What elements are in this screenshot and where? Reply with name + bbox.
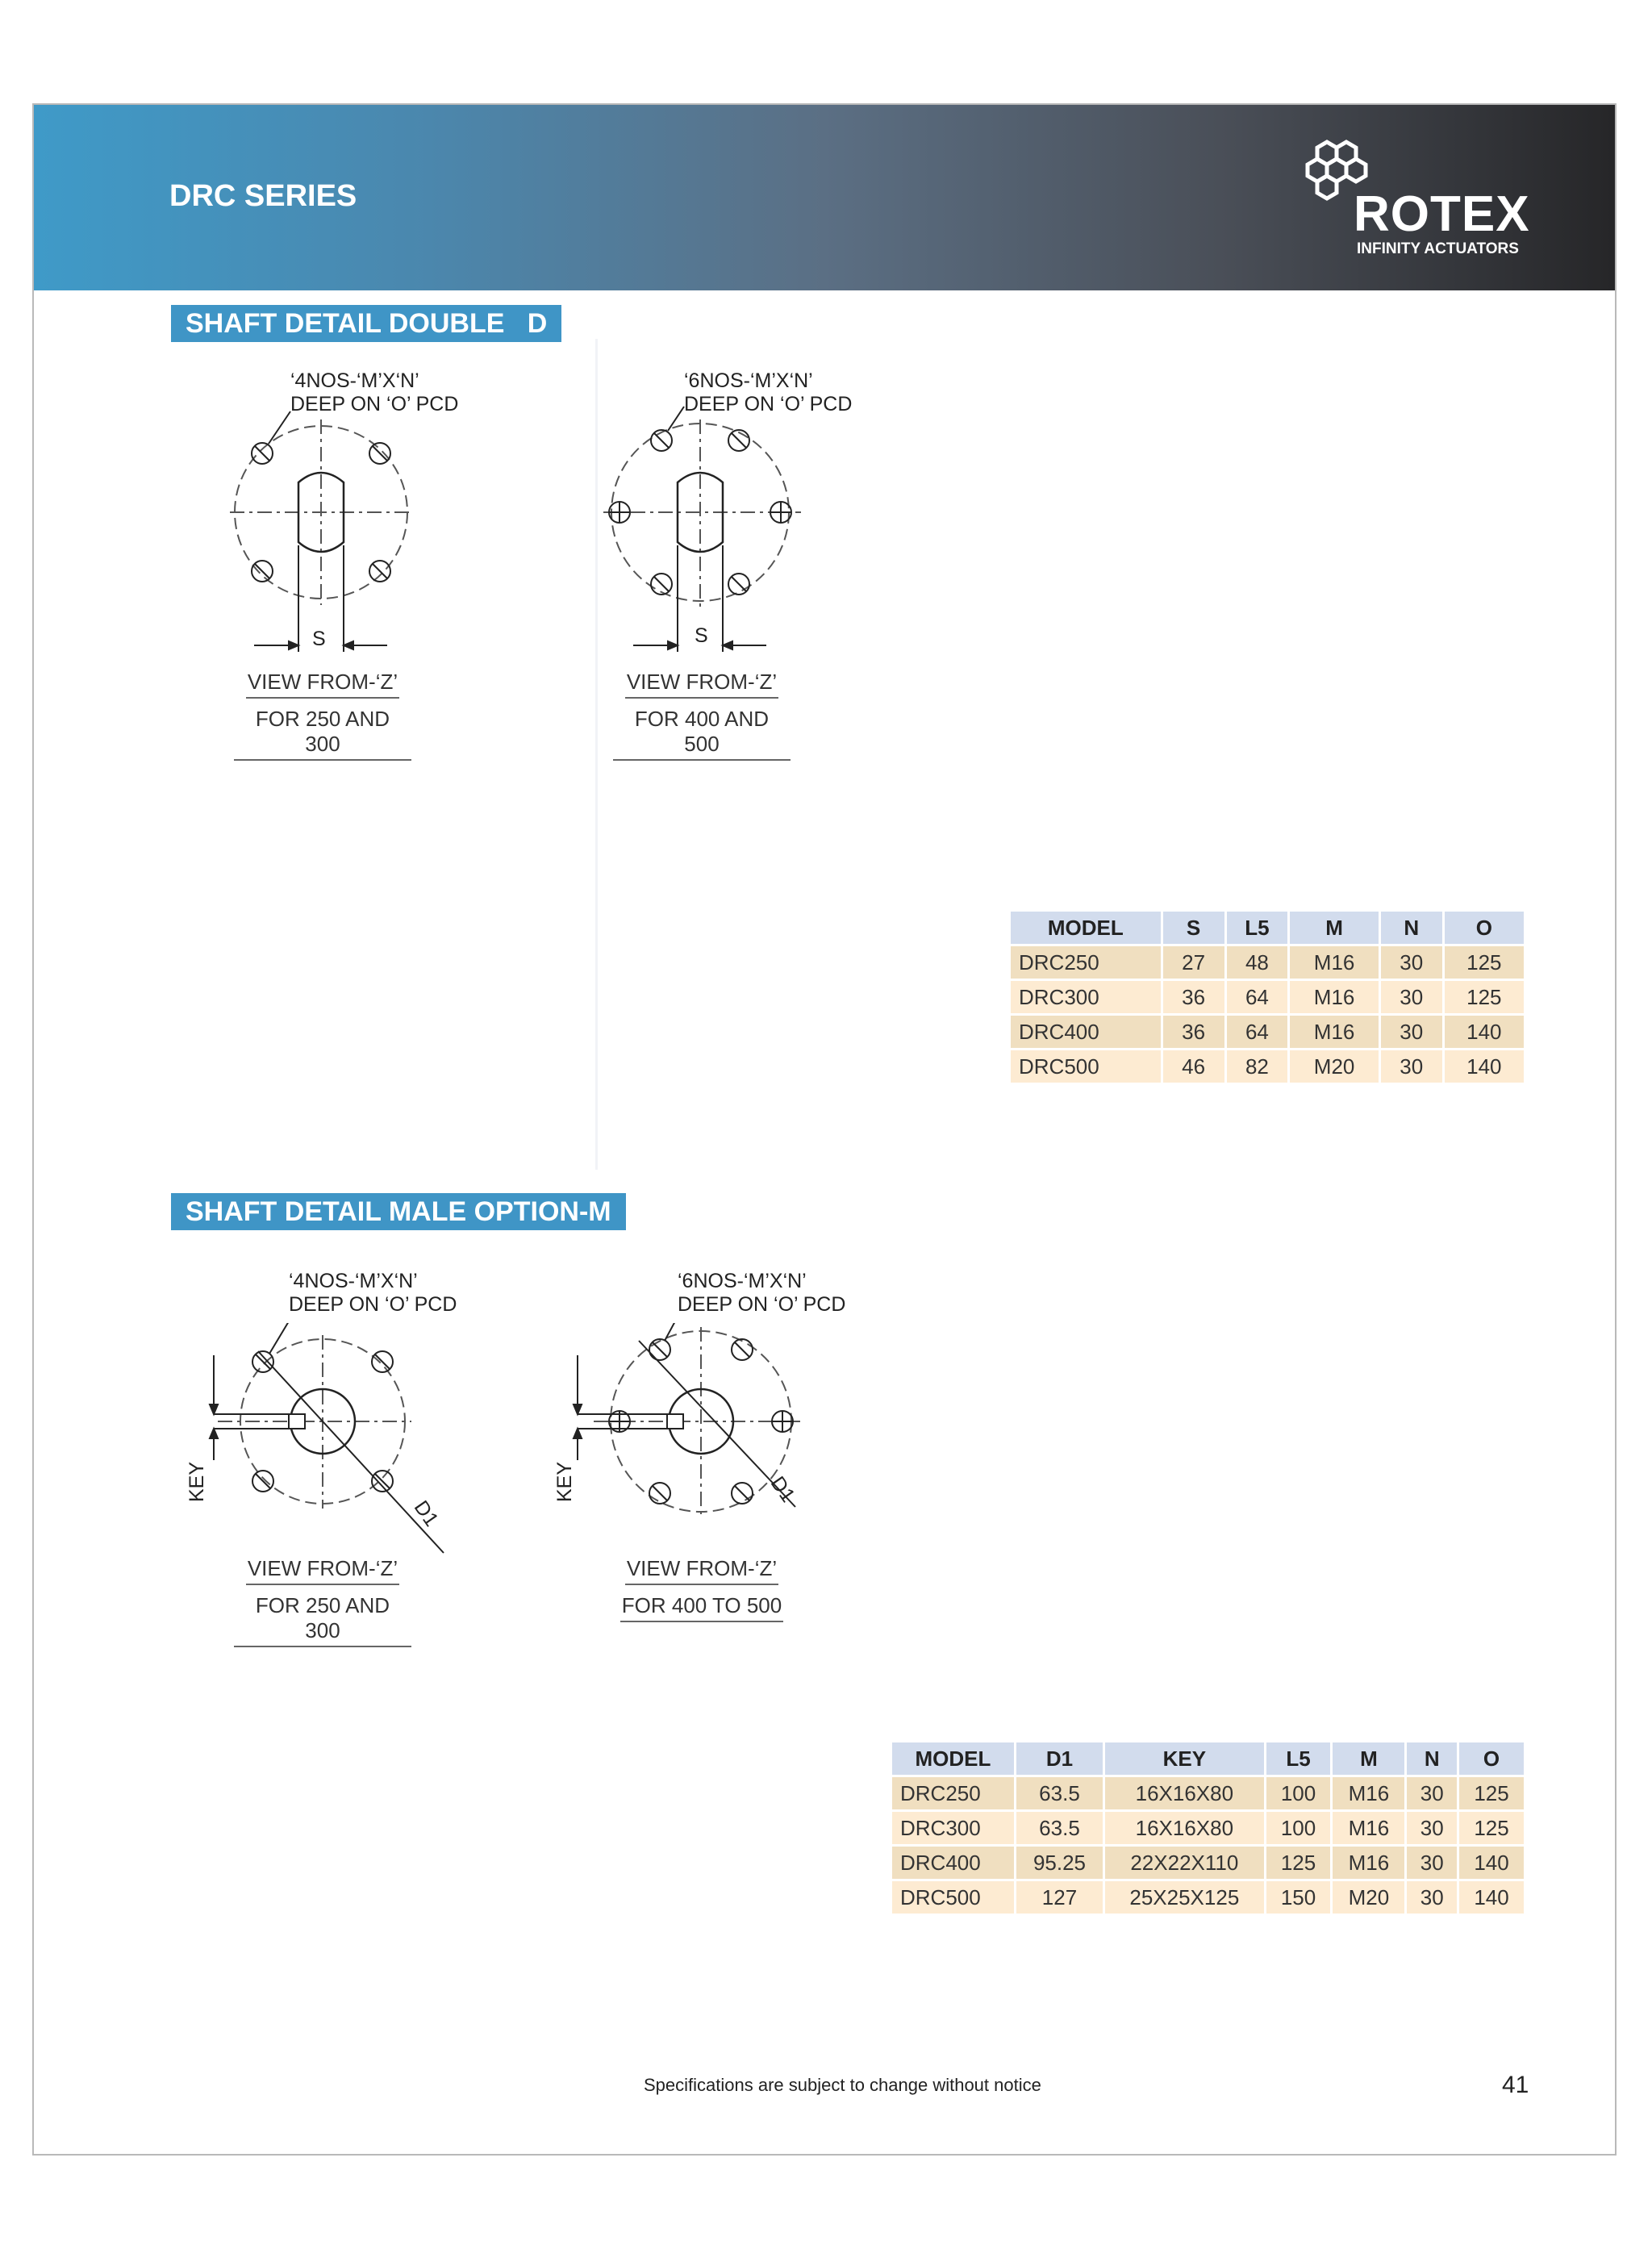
range-caption: FOR 250 AND 300 bbox=[234, 1593, 411, 1647]
table-cell: M16 bbox=[1290, 981, 1378, 1013]
column-header: L5 bbox=[1227, 912, 1288, 944]
table-cell: 125 bbox=[1445, 946, 1524, 979]
table-cell: M20 bbox=[1333, 1881, 1404, 1914]
d1-label: D1 bbox=[409, 1496, 444, 1531]
column-header: L5 bbox=[1266, 1742, 1331, 1775]
table-row bbox=[892, 1777, 1524, 1809]
table-cell: 63.5 bbox=[1016, 1812, 1103, 1844]
table-row bbox=[892, 1881, 1524, 1914]
table-cell: 30 bbox=[1381, 1050, 1442, 1083]
table-cell: 125 bbox=[1445, 981, 1524, 1013]
table-row bbox=[892, 1847, 1524, 1879]
dim-label-s: S bbox=[695, 624, 708, 647]
table-cell: 64 bbox=[1227, 1016, 1288, 1048]
table-cell: M16 bbox=[1290, 1016, 1378, 1048]
table-cell: 48 bbox=[1227, 946, 1288, 979]
table-cell: 150 bbox=[1266, 1881, 1331, 1914]
column-header: O bbox=[1445, 912, 1524, 944]
key-label: KEY bbox=[186, 1461, 208, 1502]
table-cell: 125 bbox=[1459, 1812, 1524, 1844]
column-header: D1 bbox=[1016, 1742, 1103, 1775]
table-cell: 140 bbox=[1459, 1881, 1524, 1914]
table-cell: 30 bbox=[1407, 1881, 1457, 1914]
table-cell: 16X16X80 bbox=[1105, 1812, 1263, 1844]
table-cell: M16 bbox=[1290, 946, 1378, 979]
table-cell: 30 bbox=[1407, 1847, 1457, 1879]
column-header: S bbox=[1163, 912, 1224, 944]
shaft-drawing-male-6-holes bbox=[553, 1323, 828, 1565]
table-cell: 125 bbox=[1459, 1777, 1524, 1809]
shaft-drawing-double-d-6-holes bbox=[603, 395, 813, 661]
table-cell: 16X16X80 bbox=[1105, 1777, 1263, 1809]
key-label: KEY bbox=[553, 1461, 576, 1502]
table-row bbox=[1011, 1016, 1524, 1048]
drawing-note: ‘4NOS-‘M’X‘N’ DEEP ON ‘O’ PCD bbox=[290, 369, 459, 415]
table-cell: 25X25X125 bbox=[1105, 1881, 1263, 1914]
table-row bbox=[1011, 946, 1524, 979]
d1-label: D1 bbox=[766, 1472, 800, 1507]
table-cell: 22X22X110 bbox=[1105, 1847, 1263, 1879]
table-cell: M16 bbox=[1333, 1812, 1404, 1844]
table-cell: 95.25 bbox=[1016, 1847, 1103, 1879]
table-cell: 140 bbox=[1445, 1050, 1524, 1083]
table-cell: 46 bbox=[1163, 1050, 1224, 1083]
view-caption: VIEW FROM-‘Z’ bbox=[613, 670, 791, 699]
brand-name: ROTEX bbox=[1354, 186, 1530, 242]
table-cell: DRC300 bbox=[1011, 981, 1161, 1013]
table-cell: 140 bbox=[1459, 1847, 1524, 1879]
table-cell: DRC400 bbox=[1011, 1016, 1161, 1048]
table-header-row bbox=[1011, 912, 1524, 944]
column-header: O bbox=[1459, 1742, 1524, 1775]
table-cell: DRC250 bbox=[1011, 946, 1161, 979]
drawing-note: ‘4NOS-‘M’X‘N’ DEEP ON ‘O’ PCD bbox=[289, 1270, 457, 1316]
table-cell: 30 bbox=[1407, 1777, 1457, 1809]
table-cell: 36 bbox=[1163, 981, 1224, 1013]
section-label-male-option-m: SHAFT DETAIL MALE OPTION-M bbox=[171, 1193, 626, 1230]
brand-tagline: INFINITY ACTUATORS bbox=[1357, 240, 1519, 257]
table-cell: M16 bbox=[1333, 1777, 1404, 1809]
spec-table-double-d bbox=[1008, 909, 1526, 1085]
drawing-note: ‘6NOS-‘M’X‘N’ DEEP ON ‘O’ PCD bbox=[684, 369, 853, 415]
table-cell: DRC500 bbox=[1011, 1050, 1161, 1083]
range-caption: FOR 400 TO 500 bbox=[613, 1593, 791, 1622]
table-cell: 82 bbox=[1227, 1050, 1288, 1083]
range-caption: FOR 400 AND 500 bbox=[613, 707, 791, 761]
table-row bbox=[1011, 1050, 1524, 1083]
column-header: MODEL bbox=[892, 1742, 1014, 1775]
table-header-row bbox=[892, 1742, 1524, 1775]
table-cell: 36 bbox=[1163, 1016, 1224, 1048]
column-header: M bbox=[1333, 1742, 1404, 1775]
table-cell: 127 bbox=[1016, 1881, 1103, 1914]
table-row bbox=[1011, 981, 1524, 1013]
column-header: KEY bbox=[1105, 1742, 1263, 1775]
table-cell: DRC500 bbox=[892, 1881, 1014, 1914]
range-caption: FOR 250 AND 300 bbox=[234, 707, 411, 761]
spec-table-male-option-m bbox=[890, 1740, 1526, 1916]
shaft-drawing-double-d-4-holes bbox=[226, 395, 436, 661]
table-cell: M20 bbox=[1290, 1050, 1378, 1083]
table-cell: 125 bbox=[1266, 1847, 1331, 1879]
column-divider bbox=[595, 339, 598, 1170]
footer-disclaimer: Specifications are subject to change without notice bbox=[644, 2075, 1041, 2095]
table-cell: DRC300 bbox=[892, 1812, 1014, 1844]
view-caption: VIEW FROM-‘Z’ bbox=[234, 1556, 411, 1585]
table-row bbox=[892, 1812, 1524, 1844]
table-cell: DRC250 bbox=[892, 1777, 1014, 1809]
view-caption: VIEW FROM-‘Z’ bbox=[234, 670, 411, 699]
table-cell: 27 bbox=[1163, 946, 1224, 979]
table-cell: 100 bbox=[1266, 1812, 1331, 1844]
table-cell: 30 bbox=[1381, 946, 1442, 979]
page-number: 41 bbox=[1502, 2072, 1529, 2098]
table-cell: M16 bbox=[1333, 1847, 1404, 1879]
drawing-note: ‘6NOS-‘M’X‘N’ DEEP ON ‘O’ PCD bbox=[678, 1270, 846, 1316]
table-cell: 30 bbox=[1381, 1016, 1442, 1048]
table-cell: 30 bbox=[1407, 1812, 1457, 1844]
table-cell: 30 bbox=[1381, 981, 1442, 1013]
series-title: DRC SERIES bbox=[169, 179, 357, 213]
table-cell: 64 bbox=[1227, 981, 1288, 1013]
column-header: MODEL bbox=[1011, 912, 1161, 944]
shaft-drawing-male-4-holes bbox=[186, 1323, 460, 1565]
view-caption: VIEW FROM-‘Z’ bbox=[613, 1556, 791, 1585]
column-header: N bbox=[1407, 1742, 1457, 1775]
column-header: N bbox=[1381, 912, 1442, 944]
table-cell: 63.5 bbox=[1016, 1777, 1103, 1809]
table-cell: 140 bbox=[1445, 1016, 1524, 1048]
table-cell: 100 bbox=[1266, 1777, 1331, 1809]
column-header: M bbox=[1290, 912, 1378, 944]
dim-label-s: S bbox=[312, 628, 326, 650]
table-cell: DRC400 bbox=[892, 1847, 1014, 1879]
section-label-double-d: SHAFT DETAIL DOUBLE D bbox=[171, 305, 561, 342]
